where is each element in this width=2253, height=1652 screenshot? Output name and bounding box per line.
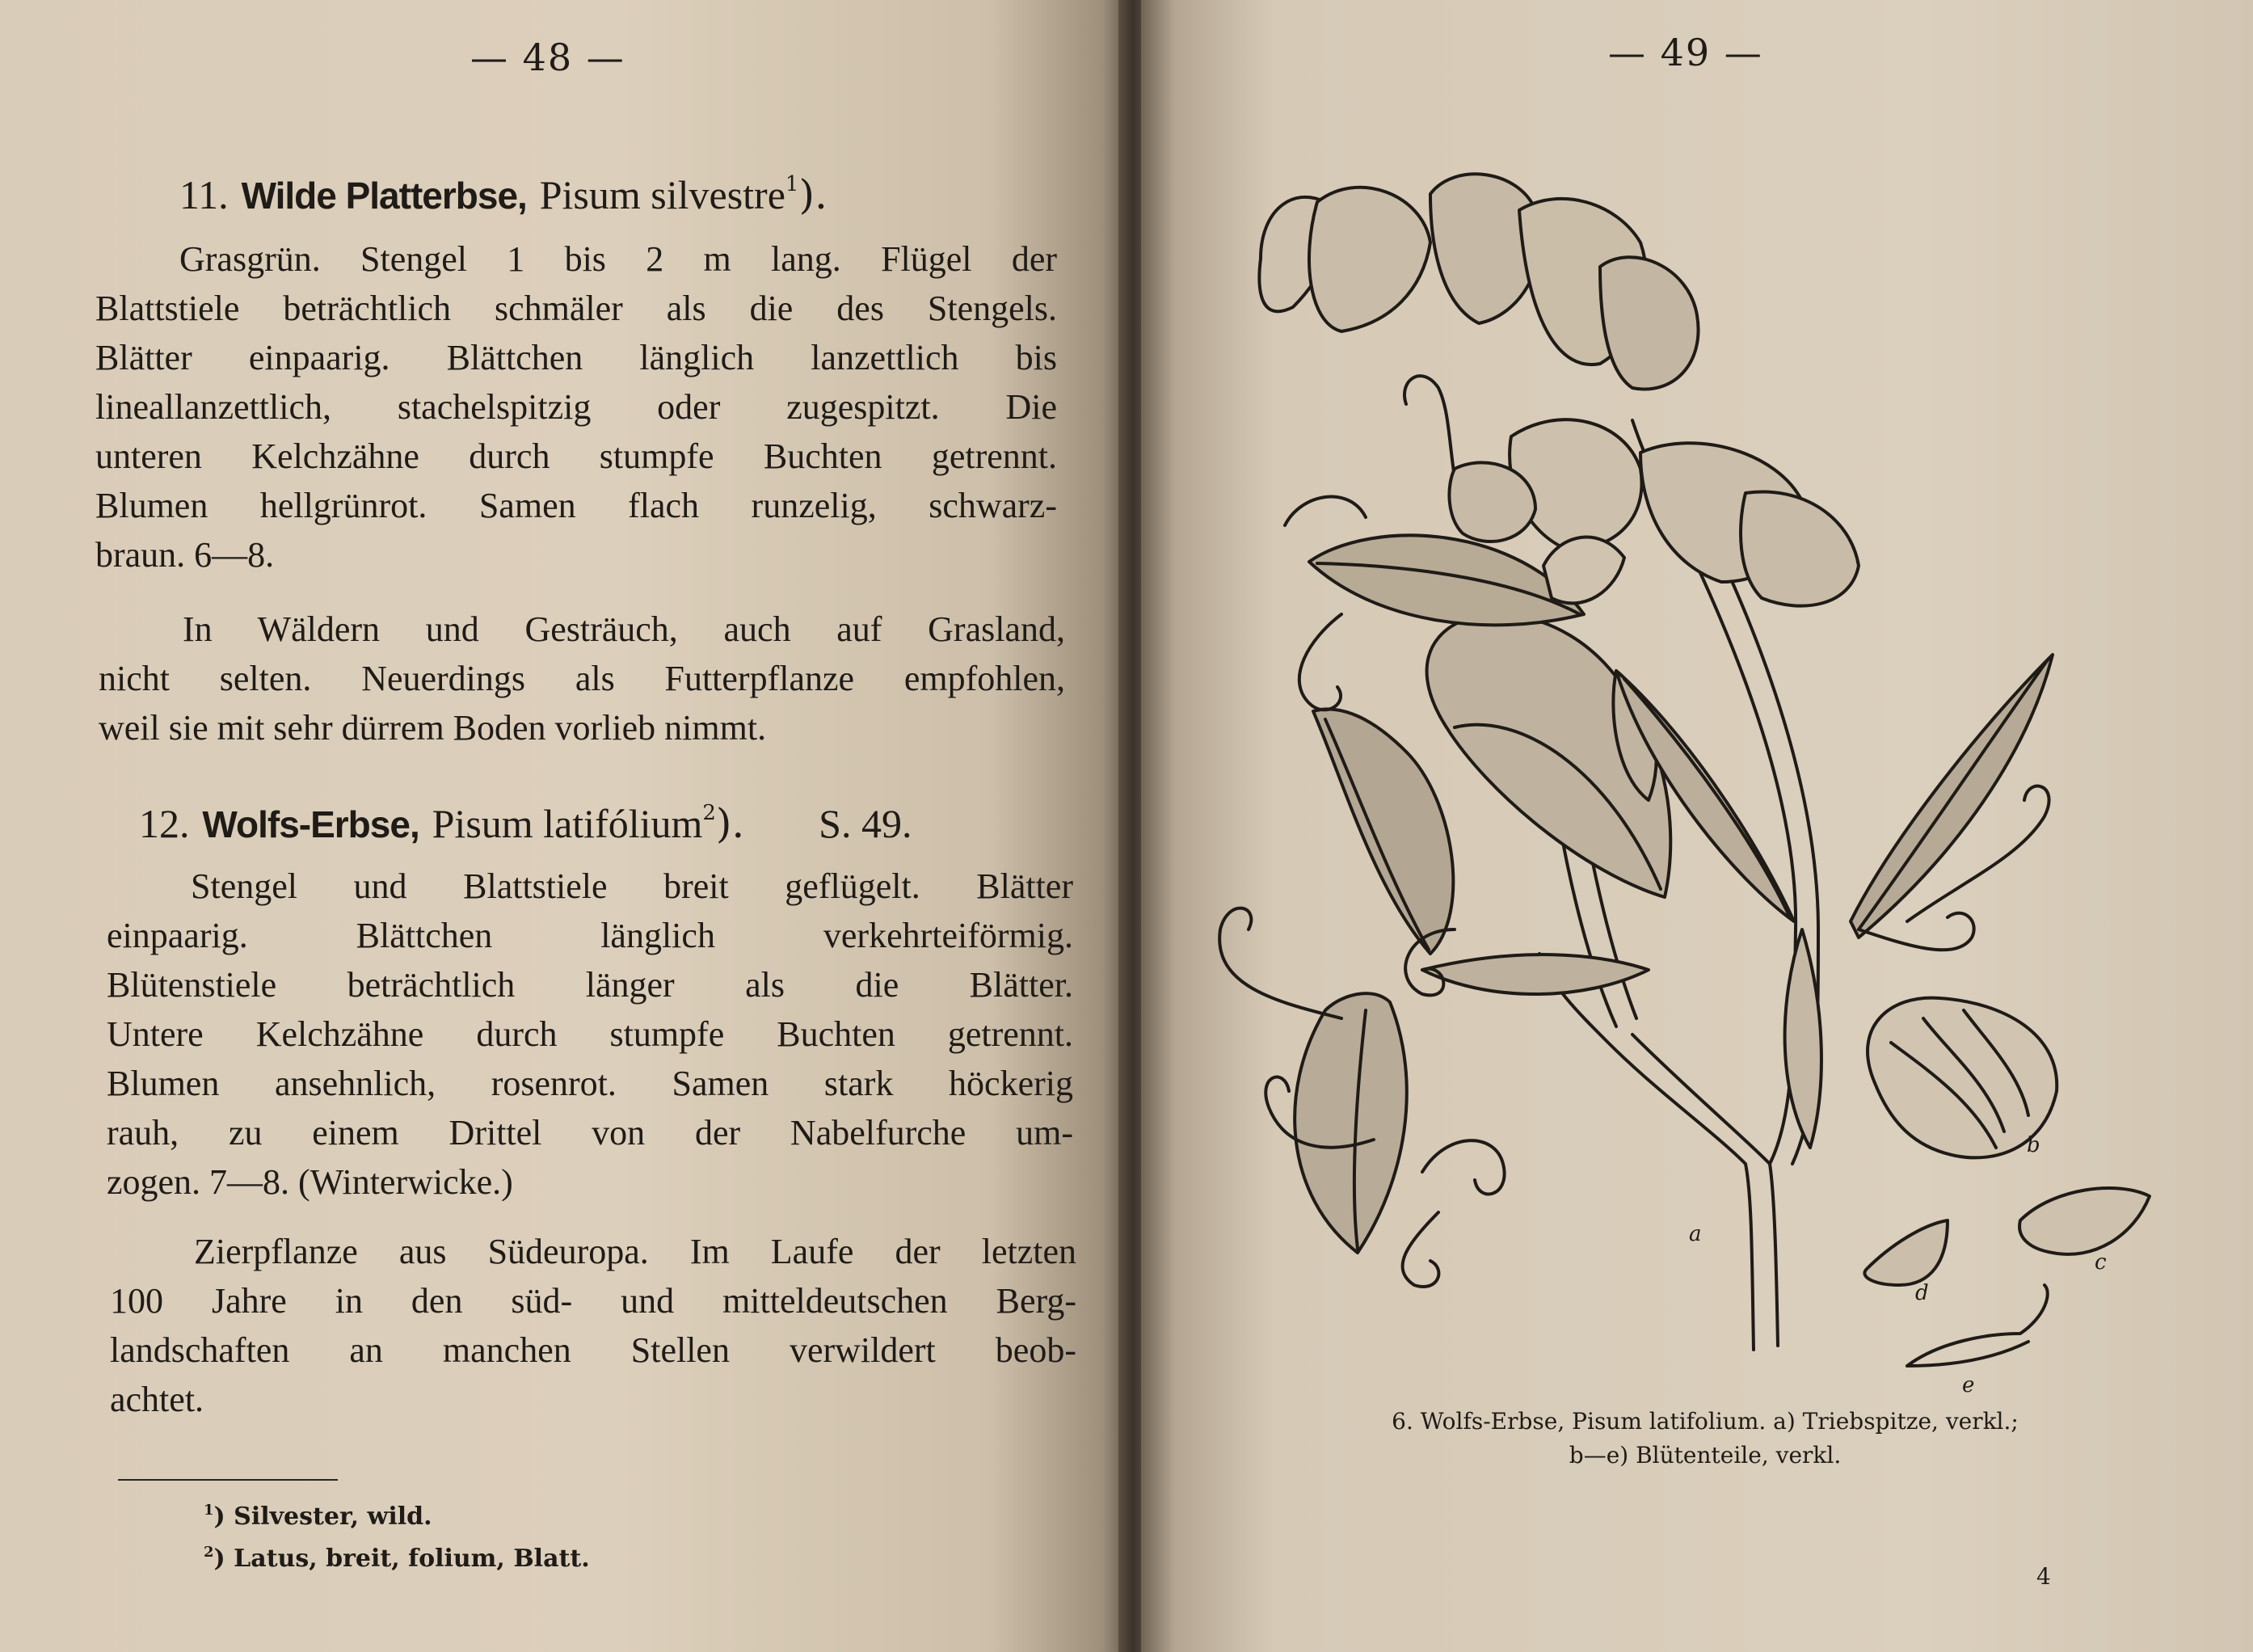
entry-12-habitat: [110, 1227, 1076, 1424]
text-line: Stengel und Blattstiele breit geflügelt. Blätter: [191, 866, 1073, 906]
entry-11-footnote-mark: 1: [785, 172, 799, 196]
main-stem-edge: [1632, 1035, 1778, 1346]
text-line: weil sie mit sehr dürrem Boden vorlieb nimmt.: [99, 708, 767, 748]
tendril: [1285, 497, 1366, 525]
entry-11-description: [95, 234, 1057, 579]
text-line: achtet.: [110, 1380, 204, 1419]
entry-11-latin: Pisum silvestre: [539, 172, 785, 217]
footnote-1: $^1$) Silvester, wild.: [204, 1502, 432, 1531]
pea-plant-illustration: [1141, 0, 2253, 1406]
tendril: [1219, 908, 1341, 1018]
text-line: unteren Kelchzähne durch stumpfe Buchten getrennt.: [95, 436, 1057, 476]
text-line: lineallanzettlich, stachelspitzig oder zugespitzt. Die: [95, 387, 1057, 427]
entry-12-page-ref: S. 49.: [819, 801, 912, 846]
text-line: einpaarig. Blättchen länglich verkehrteiförmig.: [107, 916, 1073, 955]
flower-part-d: [1864, 1220, 1948, 1285]
tendril: [1403, 1212, 1439, 1287]
figure-label-d: d: [1915, 1281, 1929, 1305]
text-line: Blattstiele beträchtlich schmäler als die des Stengels.: [95, 289, 1057, 328]
leaf: [1295, 993, 1407, 1253]
leaf: [1309, 535, 1584, 625]
page-number-48: — 48 —: [470, 36, 625, 79]
text-line: Blumen hellgrünrot. Samen flach runzelig, schwarz-: [95, 486, 1057, 525]
figure-caption-line-1: 6. Wolfs-Erbse, Pisum latifolium. a) Triebspitze, verkl.;: [1392, 1408, 2019, 1435]
text-line: 100 Jahre in den süd- und mitteldeutschen Berg-: [110, 1281, 1076, 1321]
entry-12-latin: Pisum latifólium: [432, 801, 703, 846]
entry-12-after: ).: [715, 800, 745, 847]
entry-11-heading: [179, 171, 828, 218]
text-line: In Wäldern und Gesträuch, auch auf Grasland,: [183, 609, 1065, 649]
figure-label-c: c: [2095, 1250, 2107, 1275]
entry-12-footnote-mark: 2: [702, 801, 716, 825]
flower-petal: [1309, 188, 1430, 331]
figure-label-e: e: [1962, 1373, 1975, 1397]
flower-petal: [1741, 491, 1859, 605]
entry-11-name: Wilde Platterbse,: [241, 175, 527, 217]
text-line: rauh, zu einem Drittel von der Nabelfurche um-: [107, 1113, 1073, 1153]
tendril: [1299, 614, 1341, 710]
flower-petal: [1600, 257, 1699, 389]
footnote-1-text: Silvester, wild.: [234, 1502, 432, 1531]
figure-label-b: b: [2027, 1133, 2040, 1157]
main-stem: [1539, 954, 1754, 1350]
text-line: Untere Kelchzähne durch stumpfe Buchten getrennt.: [107, 1014, 1073, 1054]
figure-caption-line-2: b—e) Blütenteile, verkl.: [1569, 1442, 1842, 1469]
page-number-49: — 49 —: [1608, 31, 1763, 74]
text-line: landschaften an manchen Stellen verwildert beob-: [110, 1330, 1076, 1370]
entry-12-heading: [139, 800, 912, 847]
footnote-1-mark: 1: [204, 1502, 214, 1519]
text-line: nicht selten. Neuerdings als Futterpflanze empfohlen,: [99, 659, 1065, 698]
figure-label-a: a: [1689, 1222, 1702, 1246]
leaf: [1422, 955, 1649, 994]
signature-mark: 4: [2036, 1563, 2051, 1590]
leaf: [1313, 709, 1453, 954]
right-page: [1141, 0, 2253, 1652]
text-line: Grasgrün. Stengel 1 bis 2 m lang. Flügel der: [179, 239, 1057, 279]
footnote-rule: [118, 1479, 338, 1481]
flower-bud: [1543, 537, 1624, 604]
figure-caption: [1253, 1405, 2158, 1473]
entry-12-description: [107, 862, 1073, 1207]
entry-12-name: Wolfs-Erbse,: [202, 803, 419, 845]
text-line: Blätter einpaarig. Blättchen länglich lanzettlich bis: [95, 338, 1057, 377]
text-line: braun. 6—8.: [95, 535, 275, 575]
entry-11-after: ).: [798, 171, 828, 218]
text-line: Zierpflanze aus Südeuropa. Im Laufe der letzten: [194, 1232, 1076, 1271]
text-line: Blütenstiele beträchtlich länger als die Blätter.: [107, 965, 1073, 1005]
entry-11-habitat: [99, 605, 1065, 752]
text-line: zogen. 7—8. (Winterwicke.): [107, 1162, 513, 1202]
entry-11-number: 11.: [179, 172, 229, 217]
leaf: [1785, 929, 1821, 1148]
footnote-2-text: Latus, breit, folium, Blatt.: [234, 1545, 590, 1573]
left-page: [0, 0, 1125, 1652]
footnote-2-mark: 2: [204, 1544, 214, 1561]
entry-12-number: 12.: [139, 801, 190, 846]
flower-part-c: [2019, 1188, 2150, 1254]
footnote-2: $^2$) Latus, breit, folium, Blatt.: [204, 1544, 590, 1573]
tendril: [1422, 1140, 1505, 1194]
text-line: Blumen ansehnlich, rosenrot. Samen stark höckerig: [107, 1064, 1073, 1103]
